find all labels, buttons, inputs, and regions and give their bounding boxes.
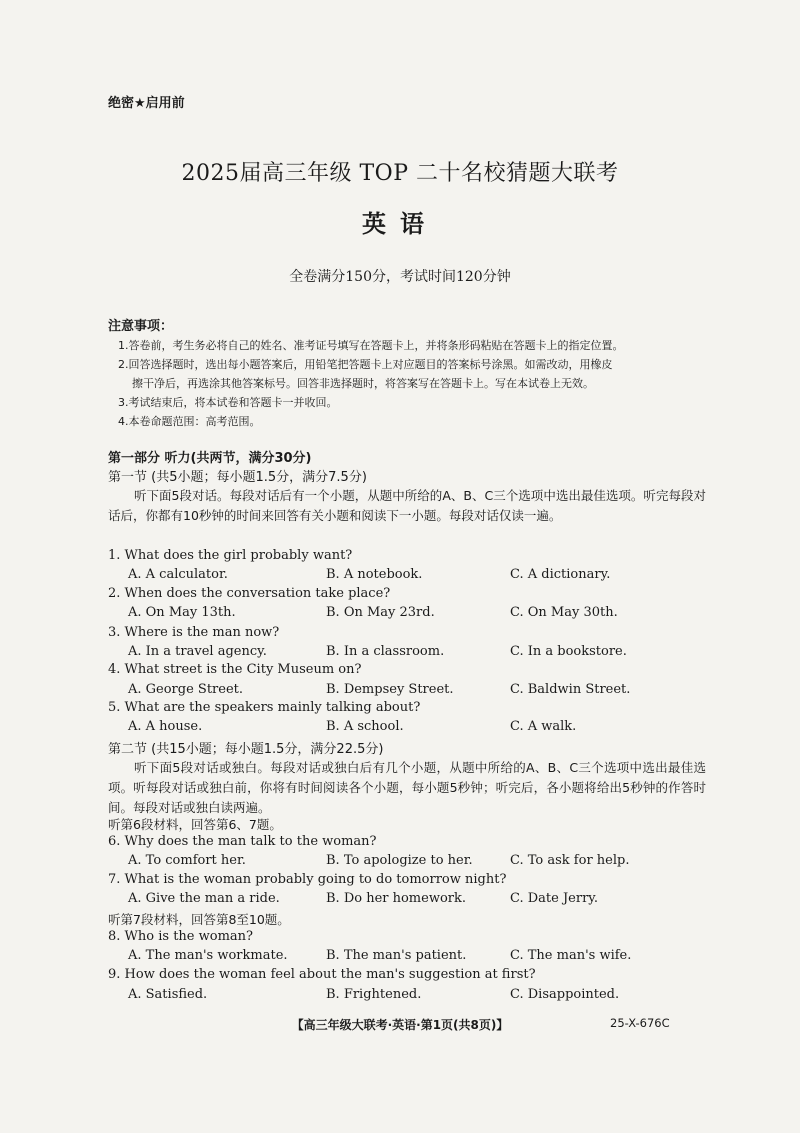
option-a: A. To comfort her. (128, 853, 246, 868)
notice-item: 4.本卷命题范围：高考范围。 (118, 415, 261, 428)
option-b: B. To apologize to her. (326, 853, 473, 868)
option-a: A. Give the man a ride. (128, 891, 280, 906)
notice-item: 擦干净后，再选涂其他答案标号。回答非选择题时，将答案写在答题卡上。写在本试卷上无效。 (132, 377, 594, 390)
exam-title: 2025届高三年级 TOP 二十名校猜题大联考 (181, 161, 619, 186)
option-b: B. In a classroom. (326, 644, 445, 659)
option-c: C. On May 30th. (510, 605, 618, 620)
option-b: B. On May 23rd. (326, 605, 435, 620)
question-stem: 1. What does the girl probably want? (108, 548, 353, 563)
option-a: A. Satisfied. (128, 987, 208, 1002)
notice-list (118, 336, 718, 431)
option-b: B. Dempsey Street. (326, 682, 454, 697)
section2-instructions: 听下面5段对话或独白。每段对话或独白后有几个小题，从题中所给的A、B、C三个选项中选出最佳选项。听每段对话或独白前，你将有时间阅读各个小题，每小题5秒钟；听完后，各小题将给出5秒钟的作答时间。每段对话或独白读两遍。 (108, 760, 706, 815)
option-c: C. Baldwin Street. (510, 682, 631, 697)
secret-label: 绝密★启用前 (108, 96, 185, 111)
material-7: 听第7段材料，回答第8至10题。 (108, 912, 290, 927)
option-c: C. To ask for help. (510, 853, 630, 868)
question-stem: 2. When does the conversation take place? (108, 586, 391, 601)
option-b: B. Frightened. (326, 987, 422, 1002)
option-c: C. Date Jerry. (510, 891, 599, 906)
notice-heading: 注意事项： (108, 319, 174, 334)
notice-item: 3.考试结束后，将本试卷和答题卡一并收回。 (118, 396, 338, 409)
option-b: B. A notebook. (326, 567, 423, 582)
option-a: A. George Street. (128, 682, 244, 697)
question-stem: 8. Who is the woman? (108, 929, 253, 944)
score-info: 全卷满分150分，考试时间120分钟 (289, 269, 511, 285)
option-c: C. A dictionary. (510, 567, 611, 582)
material-6: 听第6段材料，回答第6、7题。 (108, 817, 282, 832)
option-b: B. Do her homework. (326, 891, 467, 906)
page-footer: 【高三年级大联考·英语·第1页(共8页)】 (291, 1018, 509, 1032)
question-stem: 5. What are the speakers mainly talking about? (108, 700, 421, 715)
option-c: C. The man's wife. (510, 948, 632, 963)
subject-title: 英语 (362, 210, 438, 238)
option-a: A. A house. (128, 719, 203, 734)
option-c: C. In a bookstore. (510, 644, 627, 659)
question-stem: 9. How does the woman feel about the man's suggestion at first? (108, 967, 536, 982)
part-title: 第一部分 听力(共两节，满分30分) (108, 451, 312, 466)
option-c: C. A walk. (510, 719, 577, 734)
option-c: C. Disappointed. (510, 987, 620, 1002)
section1-instructions: 听下面5段对话。每段对话后有一个小题，从题中所给的A、B、C三个选项中选出最佳选项。听完每段对话后，你都有10秒钟的时间来回答有关小题和阅读下一小题。每段对话仅读一遍。 (108, 488, 706, 523)
notice-item: 2.回答选择题时，选出每小题答案后，用铅笔把答题卡上对应题目的答案标号涂黑。如需改动，用橡皮 (118, 358, 613, 371)
notice-item: 1.答卷前，考生务必将自己的姓名、准考证号填写在答题卡上，并将条形码粘贴在答题卡上的指定位置。 (118, 339, 624, 352)
option-a: A. The man's workmate. (128, 948, 288, 963)
section2-title: 第二节 (共15小题；每小题1.5分，满分22.5分) (108, 742, 384, 757)
question-stem: 4. What street is the City Museum on? (108, 662, 362, 677)
question-stem: 3. Where is the man now? (108, 625, 280, 640)
exam-code: 25-X-676C (610, 1016, 670, 1030)
section1-title: 第一节 (共5小题；每小题1.5分，满分7.5分) (108, 470, 367, 485)
option-a: A. On May 13th. (128, 605, 236, 620)
option-a: A. A calculator. (128, 567, 228, 582)
question-stem: 6. Why does the man talk to the woman? (108, 834, 377, 849)
option-b: B. The man's patient. (326, 948, 467, 963)
question-stem: 7. What is the woman probably going to do tomorrow night? (108, 872, 507, 887)
option-a: A. In a travel agency. (128, 644, 267, 659)
option-b: B. A school. (326, 719, 404, 734)
